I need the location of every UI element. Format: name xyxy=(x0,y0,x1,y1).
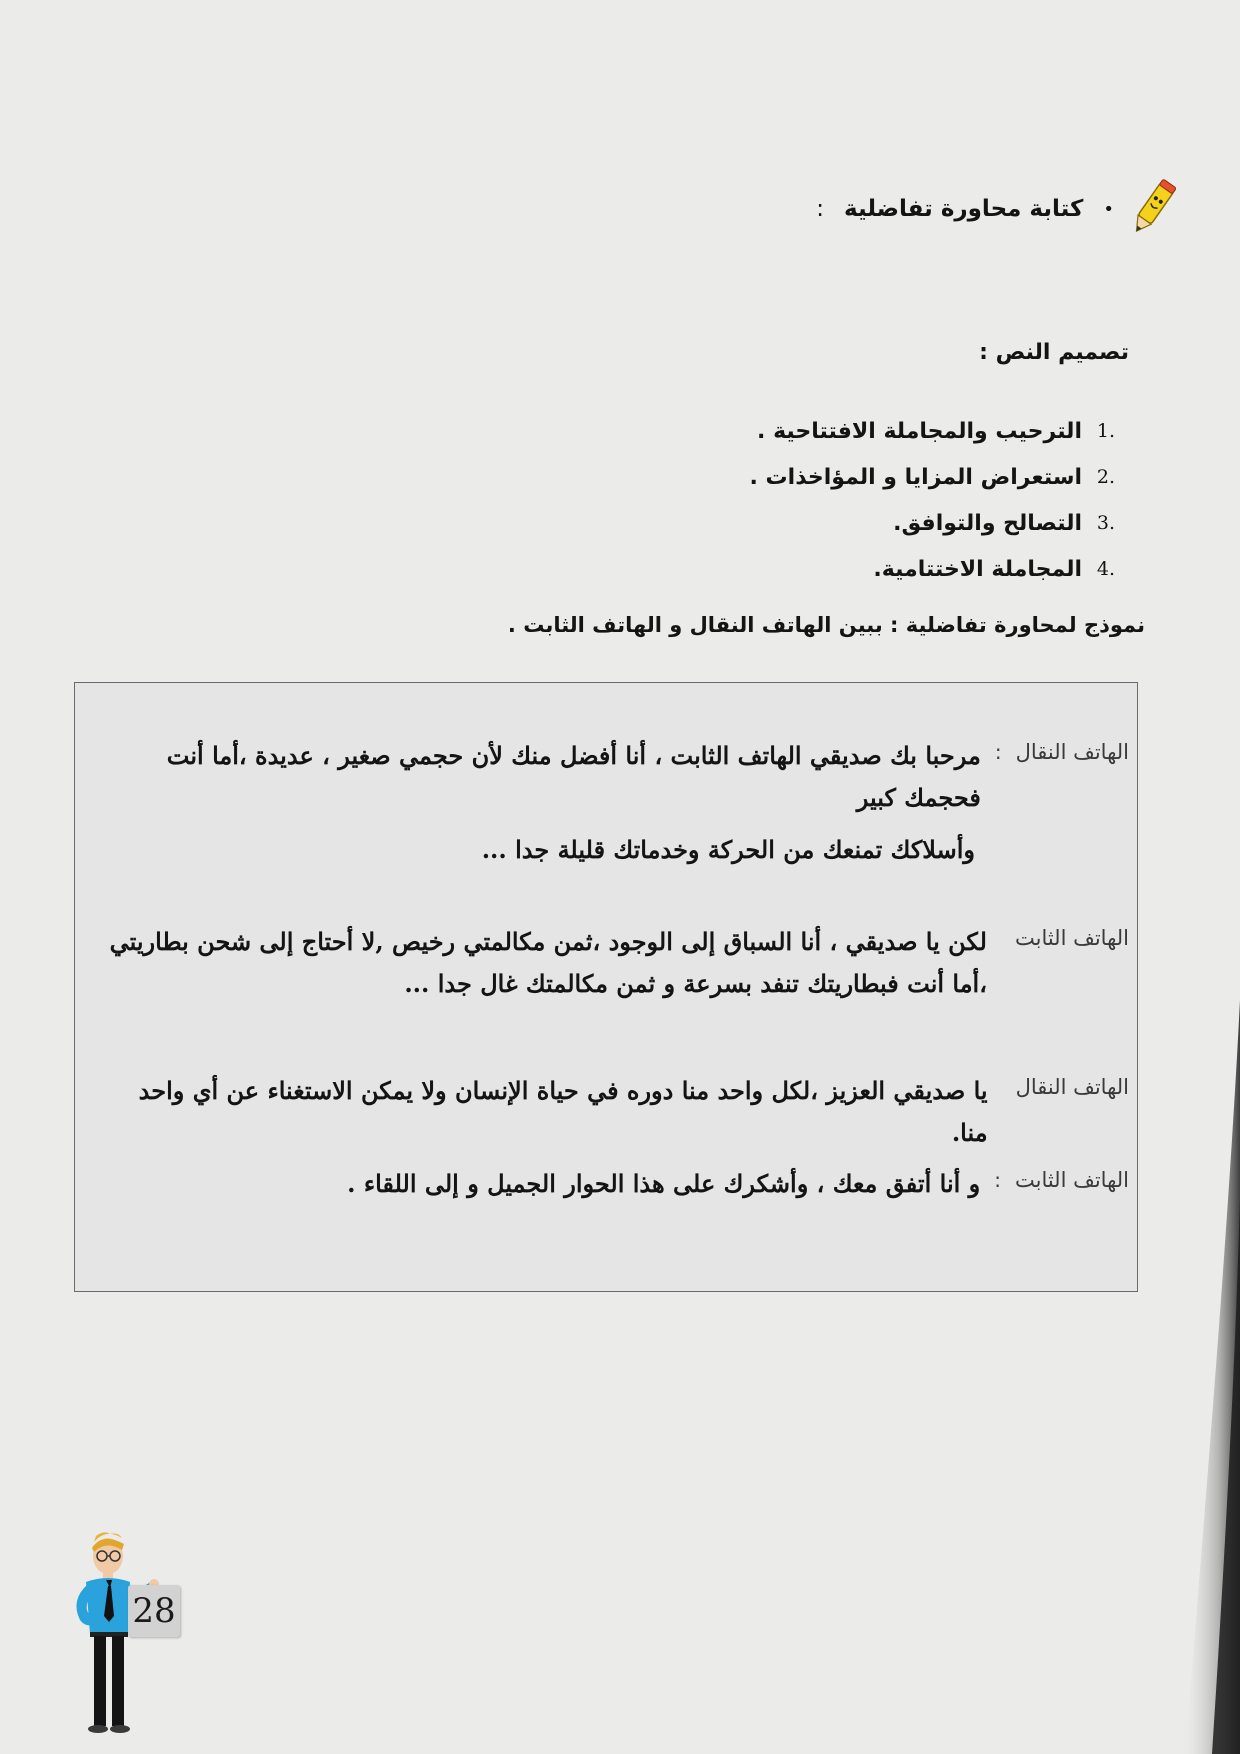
step-text: استعراض المزايا و المؤاخذات . xyxy=(749,464,1082,490)
design-step xyxy=(430,408,1130,454)
step-text: الترحيب والمجاملة الافتتاحية . xyxy=(757,418,1082,444)
speaker-separator xyxy=(988,1070,1016,1075)
step-text: التصالح والتوافق. xyxy=(893,510,1082,536)
speech-text: و أنا أتفق معك ، وأشكرك على هذا الحوار الجميل و إلى اللقاء . xyxy=(347,1169,981,1198)
speech-text xyxy=(83,735,981,819)
design-step xyxy=(430,500,1130,546)
section-heading xyxy=(816,176,1180,242)
dialogue-box xyxy=(74,682,1138,1292)
section-heading-text xyxy=(816,196,1083,222)
speech-line: مرحبا بك صديقي الهاتف الثابت ، أنا أفضل منك لأن حجمي صغير ، عديدة ،أما أنت فحجمك كبير xyxy=(166,741,981,812)
speech-text: لكن يا صديقي ، أنا السباق إلى الوجود ،ثمن مكالمتي رخيص ,لا أحتاج إلى شحن بطاريتي ،أما أنت فبطاريتك تنفد بسرعة و ثمن مكالمتك غال جدا ... xyxy=(109,927,987,998)
heading-colon: : xyxy=(816,196,825,222)
step-number: .4 xyxy=(1096,558,1116,580)
page-number: 28 xyxy=(128,1585,180,1637)
step-number: .1 xyxy=(1096,420,1116,442)
page-curl-shadow xyxy=(1150,0,1240,1754)
speech-line: وأسلاكك تمنعك من الحركة وخدماتك قليلة جدا ... xyxy=(481,835,975,864)
dialogue-turn-continuation xyxy=(482,829,1129,871)
speaker-separator xyxy=(987,921,1015,926)
dialogue-turn xyxy=(105,1070,1129,1154)
step-text: المجاملة الاختتامية. xyxy=(873,556,1082,582)
speaker-label: الهاتف النقال xyxy=(1015,1075,1129,1099)
speech-text: يا صديقي العزيز ،لكل واحد منا دوره في حياة الإنسان ولا يمكن الاستغناء عن أي واحد منا. xyxy=(138,1076,988,1147)
speaker-label: الهاتف الثابت xyxy=(1014,1168,1129,1192)
speaker-label: الهاتف النقال xyxy=(1015,740,1129,764)
dialogue-turn xyxy=(83,735,1129,819)
design-step xyxy=(430,546,1130,592)
step-number: .3 xyxy=(1096,512,1116,534)
speaker-label: الهاتف الثابت xyxy=(1014,926,1129,950)
speaker-separator: : xyxy=(994,1168,1001,1192)
design-steps-list xyxy=(430,408,1130,592)
bullet-marker: • xyxy=(1103,198,1114,220)
dialogue-turn xyxy=(105,1163,1129,1205)
dialogue-turn xyxy=(105,921,1129,1005)
speaker-separator: : xyxy=(994,740,1002,764)
design-title: تصميم النص : xyxy=(979,340,1129,365)
design-step xyxy=(430,454,1130,500)
model-title: نموذج لمحاورة تفاضلية : ببين الهاتف النقال و الهاتف الثابت . xyxy=(507,613,1145,637)
pencil-icon xyxy=(1124,176,1180,242)
heading-title: كتابة محاورة تفاضلية xyxy=(844,196,1084,222)
step-number: .2 xyxy=(1096,466,1116,488)
